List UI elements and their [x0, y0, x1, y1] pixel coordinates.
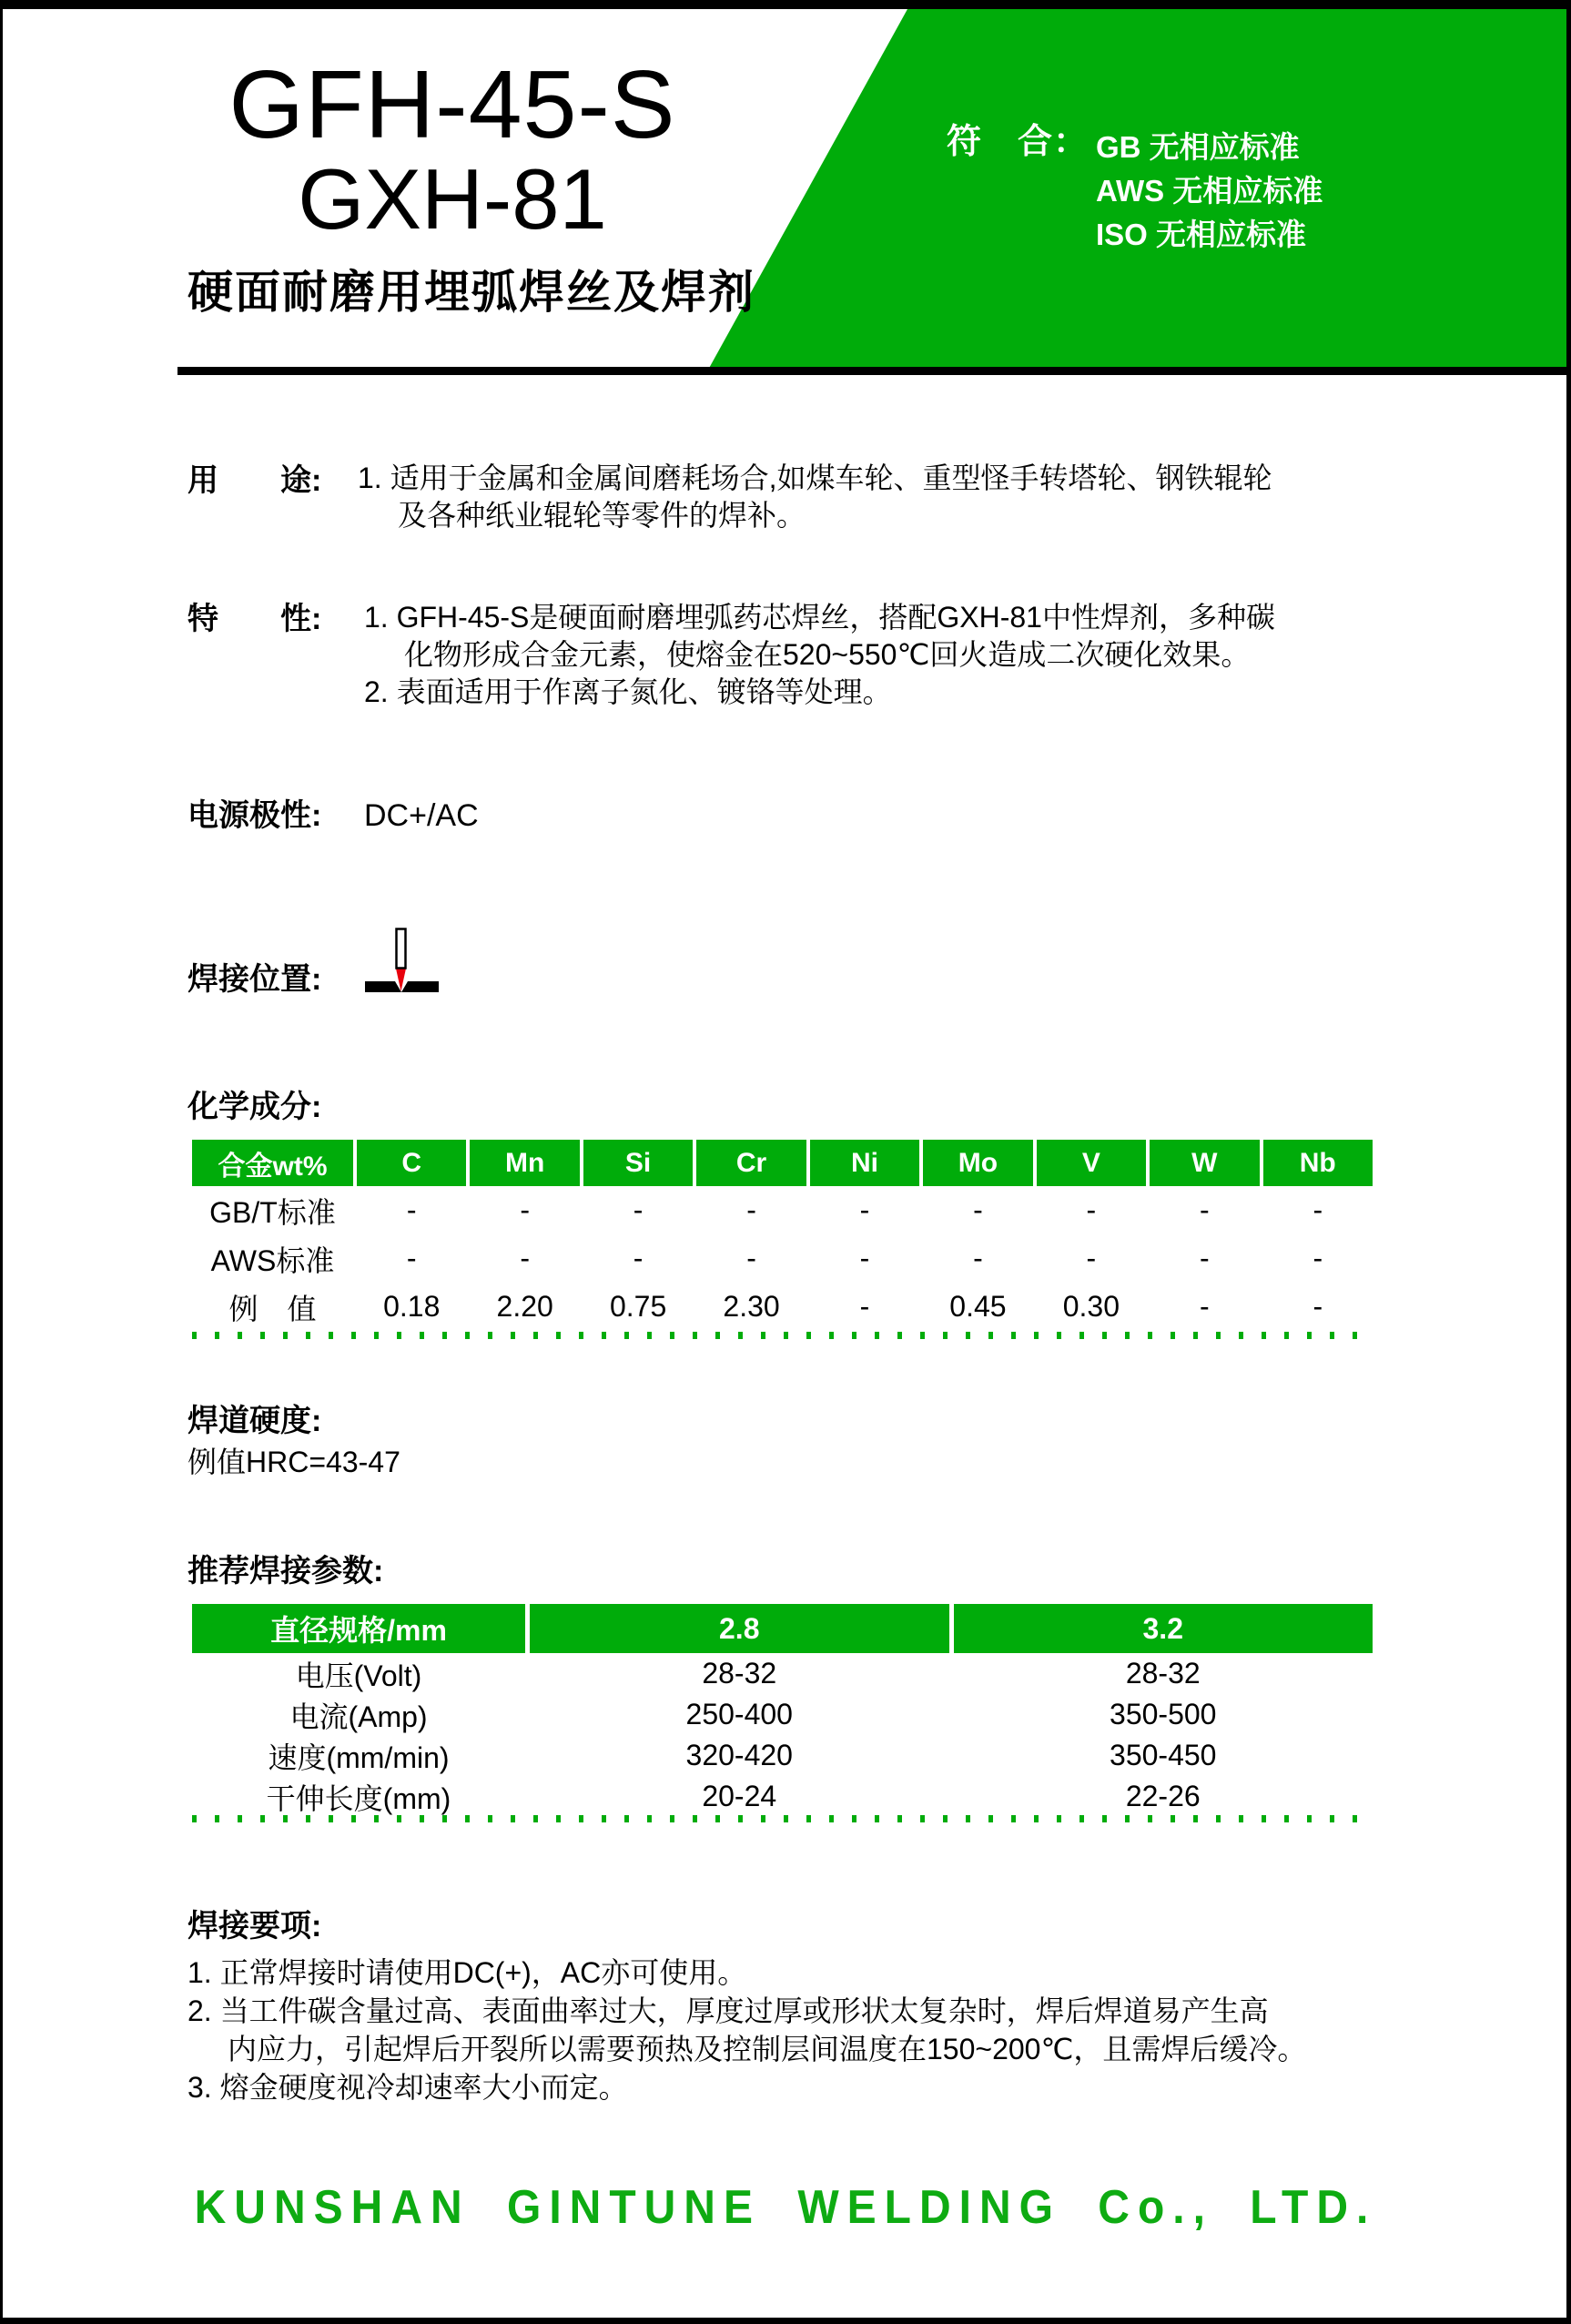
params-cell: 320-420: [685, 1739, 793, 1771]
compliance-label: 符 合：: [947, 123, 1090, 161]
chem-cell: -: [859, 1193, 870, 1226]
chem-cell: 2.20: [496, 1290, 553, 1323]
chem-cell: -: [406, 1193, 417, 1226]
chem-cell: -: [520, 1193, 530, 1226]
chemistry-table: [192, 1140, 1373, 1331]
chem-cell: -: [1200, 1290, 1210, 1323]
chem-cell: -: [633, 1242, 644, 1274]
chem-cell: -: [1086, 1193, 1097, 1226]
hardness-label: 焊道硬度:: [188, 1404, 322, 1438]
electrode-rod-shape: [397, 929, 406, 969]
note-line: 2. 当工件碳含量过高、表面曲率过大，厚度过厚或形状太复杂时，焊后焊道易产生高: [188, 1994, 1269, 2027]
usage-line: 及各种纸业辊轮等零件的焊补。: [398, 499, 806, 532]
chem-cell: -: [1200, 1193, 1210, 1226]
note-line: 1. 正常焊接时请使用DC(+)，AC亦可使用。: [188, 1956, 747, 1989]
chem-cell: -: [406, 1242, 417, 1274]
chem-cell: 0.18: [383, 1290, 441, 1323]
features-line: 2. 表面适用于作离子氮化、镀铬等处理。: [364, 675, 892, 708]
chemistry-label: 化学成分:: [188, 1090, 322, 1124]
chem-cell: -: [1086, 1242, 1097, 1274]
params-header-cell: 3.2: [954, 1604, 1373, 1653]
chem-row-label: GB/T标准: [209, 1195, 336, 1229]
chem-cell: -: [633, 1193, 644, 1226]
chem-cell: 2.30: [723, 1290, 780, 1323]
chem-cell: 0.45: [949, 1290, 1007, 1323]
features-label: 特 性:: [188, 602, 322, 636]
usage-label: 用 途:: [188, 463, 322, 498]
compliance-item-gb: GB 无相应标准: [1096, 130, 1300, 164]
chem-cell: -: [973, 1242, 983, 1274]
note-line: 3. 熔金硬度视冷却速率大小而定。: [188, 2071, 628, 2104]
features-text: [364, 599, 1402, 711]
compliance-list: [1096, 126, 1323, 257]
chem-header-cell: V: [1037, 1140, 1146, 1186]
chem-header-cell: C: [357, 1140, 466, 1186]
chem-cell: -: [746, 1242, 756, 1274]
chem-cell: -: [746, 1193, 756, 1226]
chem-cell: -: [520, 1242, 530, 1274]
hardness-value: 例值HRC=43-47: [188, 1446, 400, 1478]
params-cell: 20-24: [702, 1780, 777, 1812]
chem-cell: 0.30: [1062, 1290, 1120, 1323]
chem-header-cell: W: [1150, 1140, 1259, 1186]
params-cell: 250-400: [685, 1698, 793, 1730]
chem-header-cell: Nb: [1263, 1140, 1373, 1186]
compliance-item-aws: AWS 无相应标准: [1096, 174, 1323, 208]
product-title-secondary: GXH-81: [298, 151, 607, 247]
product-subtitle: 硬面耐磨用埋弧焊丝及焊剂: [188, 267, 755, 318]
notes-label: 焊接要项:: [188, 1909, 322, 1943]
polarity-label: 电源极性:: [188, 798, 322, 833]
chem-cell: -: [973, 1193, 983, 1226]
params-row-label: 速度(mm/min): [268, 1740, 450, 1774]
params-header-cell: 直径规格/mm: [192, 1604, 525, 1653]
chem-row-label: AWS标准: [210, 1243, 335, 1277]
chem-cell: -: [859, 1290, 870, 1323]
chem-header-cell: Si: [583, 1140, 693, 1186]
page-border-top: [0, 0, 1571, 9]
params-cell: 350-500: [1110, 1698, 1217, 1730]
params-row-label: 干伸长度(mm): [266, 1781, 451, 1815]
params-header-cell: 2.8: [530, 1604, 949, 1653]
chem-cell: -: [1313, 1290, 1323, 1323]
params-cell: 22-26: [1125, 1780, 1201, 1812]
chem-cell: -: [859, 1242, 870, 1274]
chem-cell: -: [1200, 1242, 1210, 1274]
flat-welding-position-icon: [365, 928, 439, 998]
compliance-item-iso: ISO 无相应标准: [1096, 218, 1307, 251]
chem-cell: 0.75: [609, 1290, 667, 1323]
note-line: 内应力，引起焊后开裂所以需要预热及控制层间温度在150~200℃，且需焊后缓冷。: [228, 2033, 1307, 2065]
chem-header-cell: Mo: [923, 1140, 1032, 1186]
product-title-primary: GFH-45-S: [228, 51, 676, 158]
features-line: 化物形成合金元素，使熔金在520~550℃回火造成二次硬化效果。: [404, 638, 1251, 671]
params-row-label: 电流(Amp): [289, 1700, 428, 1733]
chem-header-cell: 合金wt%: [192, 1140, 353, 1186]
chem-header-cell: Mn: [470, 1140, 579, 1186]
page-border-left: [0, 0, 3, 2324]
params-cell: 28-32: [1125, 1657, 1201, 1690]
chem-row-label: 例 值: [228, 1292, 317, 1325]
params-cell: 28-32: [702, 1657, 777, 1690]
chem-header-cell: Ni: [810, 1140, 919, 1186]
dotted-divider: [192, 1332, 1373, 1339]
chem-cell: -: [1313, 1242, 1323, 1274]
footer-company-name: KUNSHAN GINTUNE WELDING Co., LTD.: [194, 2181, 1377, 2235]
header-divider-rule: [177, 367, 1571, 375]
notes-text: [188, 1954, 1425, 2106]
parameters-label: 推荐焊接参数:: [188, 1554, 384, 1588]
params-row-label: 电压(Volt): [295, 1659, 422, 1692]
polarity-value: DC+/AC: [364, 798, 479, 833]
usage-text: [358, 460, 1395, 534]
features-line: 1. GFH-45-S是硬面耐磨埋弧药芯焊丝，搭配GXH-81中性焊剂，多种碳: [364, 601, 1275, 634]
usage-line: 1. 适用于金属和金属间磨耗场合,如煤车轮、重型怪手转塔轮、钢铁辊轮: [358, 462, 1272, 494]
params-cell: 350-450: [1110, 1739, 1217, 1771]
chem-cell: -: [1313, 1193, 1323, 1226]
parameters-table: [192, 1604, 1373, 1817]
weld-position-label: 焊接位置:: [188, 962, 322, 997]
dotted-divider: [192, 1815, 1373, 1822]
page-border-right: [1566, 0, 1571, 2324]
page-border-bottom: [0, 2318, 1571, 2324]
chem-header-cell: Cr: [696, 1140, 806, 1186]
